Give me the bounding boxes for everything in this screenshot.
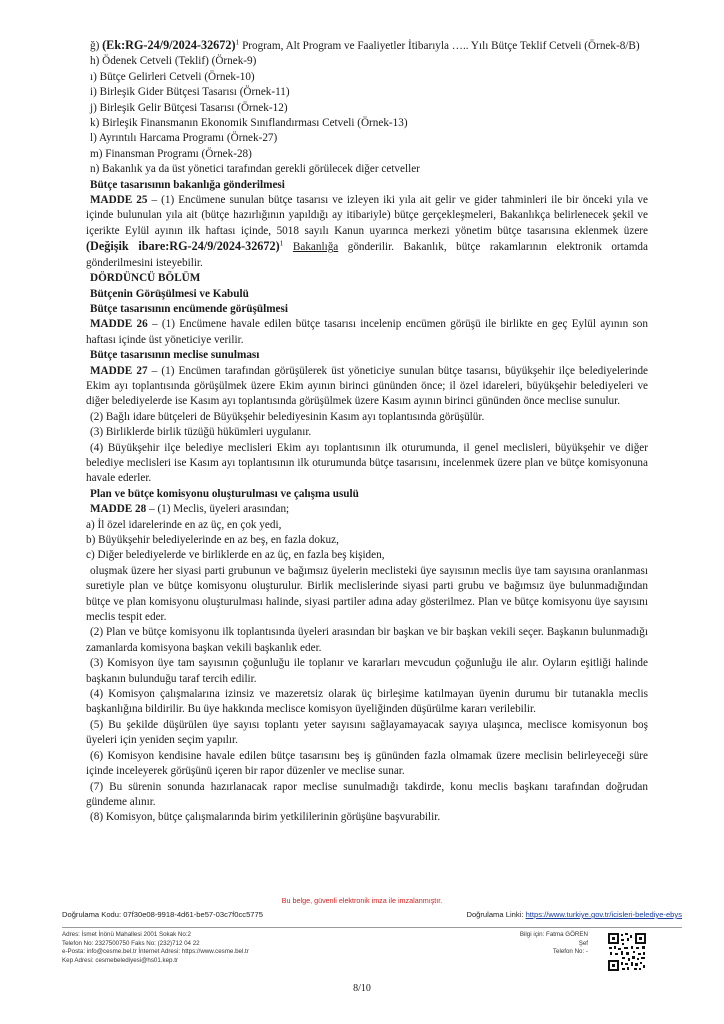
verification-bar — [62, 910, 682, 922]
document-body — [86, 38, 648, 826]
article-26: MADDE 26 – (1) Encümene havale edilen bütçe tasarısı incelenip encümen görüşü ile birlikte en geç Eylül ayının son haftası içinde üst yöneticiye verilir. — [86, 318, 648, 346]
article-25: MADDE 25 – (1) Encümene sunulan bütçe tasarısı ve izleyen iki yıla ait gelir ve gider tahminleri ile bir önceki yıla ve içinde bulunulan yıla ait (bütçe hazırlığının yapıldığı ay itibariyle) bütçe gerçekleşmeleri, Bakanlıkça belirlenecek şekil ve içerikte Eylül ayının ilk haftası içinde, 5018 sayılı Kanun uyarınca merkezi yönetim bütçe tasarısına eklenmek üzere (Değişik ibare:RG-24/9/2024-32672)$^1$ Bakanlığa gönderilir. Bakanlık, bütçe rakamlarının elektronik ortamda gönderilmesini isteyebilir. — [86, 194, 648, 269]
article-28-p7: (7) Bu sürenin sonunda hazırlanacak rapor meclise sunulmadığı takdirde, konu meclis başkanı tarafından doğrudan gündeme alınır. — [86, 780, 648, 808]
article-27-p2: (2) Bağlı idare bütçeleri de Büyükşehir belediyesinin Kasım ayı toplantısında görüşülür. — [90, 410, 485, 423]
footer-divider — [62, 927, 682, 928]
article-28-p5: (5) Bu şekilde düşürülen üye sayısı toplantı yeter sayısını sağlayamayacak sayıya ulaşınca, meclisce komisyonun boş üyeleri için yeniden seçim yapılır. — [86, 718, 648, 747]
verification-link[interactable]: https://www.turkiye.gov.tr/icisleri-belediye-ebys — [525, 910, 682, 919]
list-item-i: ı) Bütçe Gelirleri Cetveli (Örnek-10) — [90, 70, 255, 83]
article-28-p4: (4) Komisyon çalışmalarına izinsiz ve mazeretsiz olarak üç birleşime katılmayan üyenin durumu bir tutanakla meclis başkanlığına bildirilir. Bu üye hakkında meclisce komisyon üyeliğinden düşürülme kararı verilebilir. — [86, 688, 648, 716]
article-28-p6: (6) Komisyon kendisine havale edilen bütçe tasarısını beş iş gününden fazla olmamak üzere meclisin belirleyeceği süre içinde inceleyerek görüşünü içeren bir rapor düzenler ve meclise sunar. — [86, 749, 648, 778]
address-line: Adres: İsmet İnönü Mahallesi 2001 Sokak No:2 — [62, 931, 191, 938]
article-28-item-b: b) Büyükşehir belediyelerinde en az beş, en fazla dokuz, — [86, 534, 339, 546]
chapter-subtitle: Bütçenin Görüşülmesi ve Kabulü — [90, 287, 249, 300]
article-28-item-c: c) Diğer belediyelerde ve birliklerde en az üç, en fazla beş kişiden, — [86, 549, 385, 562]
list-item-m: m) Finansman Programı (Örnek-28) — [90, 147, 252, 160]
footer-contact — [478, 931, 588, 957]
list-item-g: ğ) (Ek:RG-24/9/2024-32672)$^1$ Program, Alt Program ve Faaliyetler İtibarıyla ….. Yılı Bütçe Teklif Cetveli (Örnek-8/B) — [90, 37, 640, 52]
verification-link-row: Doğrulama Linki: https://www.turkiye.gov.tr/icisleri-belediye-ebys — [466, 910, 682, 919]
contact-phone: Telefon No: - — [552, 948, 588, 956]
verification-code: Doğrulama Kodu: 07f30e08-9918-4d61-be57-03c7f0cc5775 — [62, 910, 263, 919]
list-item-k: k) Birleşik Finansmanın Ekonomik Sınıflandırması Cetveli (Örnek-13) — [90, 117, 408, 130]
article-28-p1b: oluşmak üzere her siyasi parti grubunun ve bağımsız üyelerin meclisteki üye sayısının meclis üye tam sayısına oranlanması suretiyle plan ve bütçe komisyonu oluşturulur. Birlik meclislerinde siyasi parti grubu ve bağımsız üye bulunmadığından bütçe ve plan komisyonu oluşturulması halinde, siyasi partiler adına aday gösterilmez. Plan ve bütçe komisyonu üye sayısını meclis tespit eder. — [86, 564, 648, 624]
heading-article-27: Bütçe tasarısının meclise sunulması — [90, 349, 260, 362]
page-number: 8/10 — [353, 983, 371, 994]
heading-article-25: Bütçe tasarısının bakanlığa gönderilmesi — [90, 178, 285, 191]
phone-line: Telefon No: 2327500750 Faks No: (232)712 04 22 — [62, 939, 200, 947]
article-27-p1: MADDE 27 – (1) Encümen tarafından görüşülerek üst yöneticiye sunulan bütçe tasarısı, büyükşehir ilçe belediyelerinde Ekim ayı toplantısında görüşülmek üzere Ekim ayının birinci gününden önce; il özel idareleri, büyükşehir belediyeleri ve diğer belediyelerde ise Kasım ayı toplantısında görüşülmek üzere Kasım ayının birinci gününden önce meclise sunulur. — [86, 364, 649, 408]
list-item-l: l) Ayrıntılı Harcama Programı (Örnek-27) — [90, 132, 278, 145]
article-27-p4: (4) Büyükşehir ilçe belediye meclisleri Ekim ayı toplantısının ilk oturumunda, il genel meclisleri, büyükşehir ve diğer belediye meclisleri ise Kasım ayı toplantısının ilk oturumunda bütçe tasarısını, incelenmek üzere plan ve bütçe komisyonuna havale ederler. — [86, 441, 648, 485]
article-28-p3: (3) Komisyon üye tam sayısının çoğunluğu ile toplanır ve kararları mevcudun çoğunluğu ile alır. Oyların eşitliği halinde başkanın bulunduğu taraf tercih edilir. — [86, 657, 648, 685]
article-27-p3: (3) Birliklerde birlik tüzüğü hükümleri uygulanır. — [90, 426, 312, 439]
heading-article-28: Plan ve bütçe komisyonu oluşturulması ve çalışma usulü — [90, 487, 359, 500]
article-28-item-a: a) İl özel idarelerinde en az üç, en çok yedi, — [86, 518, 282, 531]
e-signature-note: Bu belge, güvenli elektronik imza ile imzalanmıştır. — [281, 896, 443, 905]
heading-article-26: Bütçe tasarısının encümende görüşülmesi — [90, 302, 288, 315]
kep-line: Kep Adresi: cesmebelediyesi@hs01.kep.tr — [62, 956, 178, 964]
list-item-n: n) Bakanlık ya da üst yönetici tarafından gerekli görülecek diğer cetveller — [90, 163, 420, 176]
article-28-p2: (2) Plan ve bütçe komisyonu ilk toplantısında üyeleri arasından bir başkan ve bir başkan vekili seçer. Başkanın bulunmadığı zamanlarda komisyona başkan vekili başkanlık eder. — [86, 626, 648, 654]
contact-title: Şef — [578, 939, 588, 947]
footer-address — [62, 931, 392, 965]
chapter-title: DÖRDÜNCÜ BÖLÜM — [90, 272, 201, 285]
qr-code-icon — [607, 932, 647, 972]
email-line: e-Posta: info@cesme.bel.tr İnternet Adresi: https://www.cesme.bel.tr — [62, 948, 249, 956]
contact-name: Bilgi için: Fatma GÖREN — [519, 931, 588, 938]
article-28-p8: (8) Komisyon, bütçe çalışmalarında birim yetkililerinin görüşüne başvurabilir. — [90, 811, 441, 824]
list-item-i2: i) Birleşik Gider Bütçesi Tasarısı (Örnek-11) — [90, 86, 290, 99]
article-28-p1: MADDE 28 – (1) Meclis, üyeleri arasından; — [90, 503, 290, 516]
list-item-j: j) Birleşik Gelir Bütçesi Tasarısı (Örnek-12) — [90, 101, 288, 114]
list-item-h: h) Ödenek Cetveli (Teklif) (Örnek-9) — [90, 55, 257, 68]
